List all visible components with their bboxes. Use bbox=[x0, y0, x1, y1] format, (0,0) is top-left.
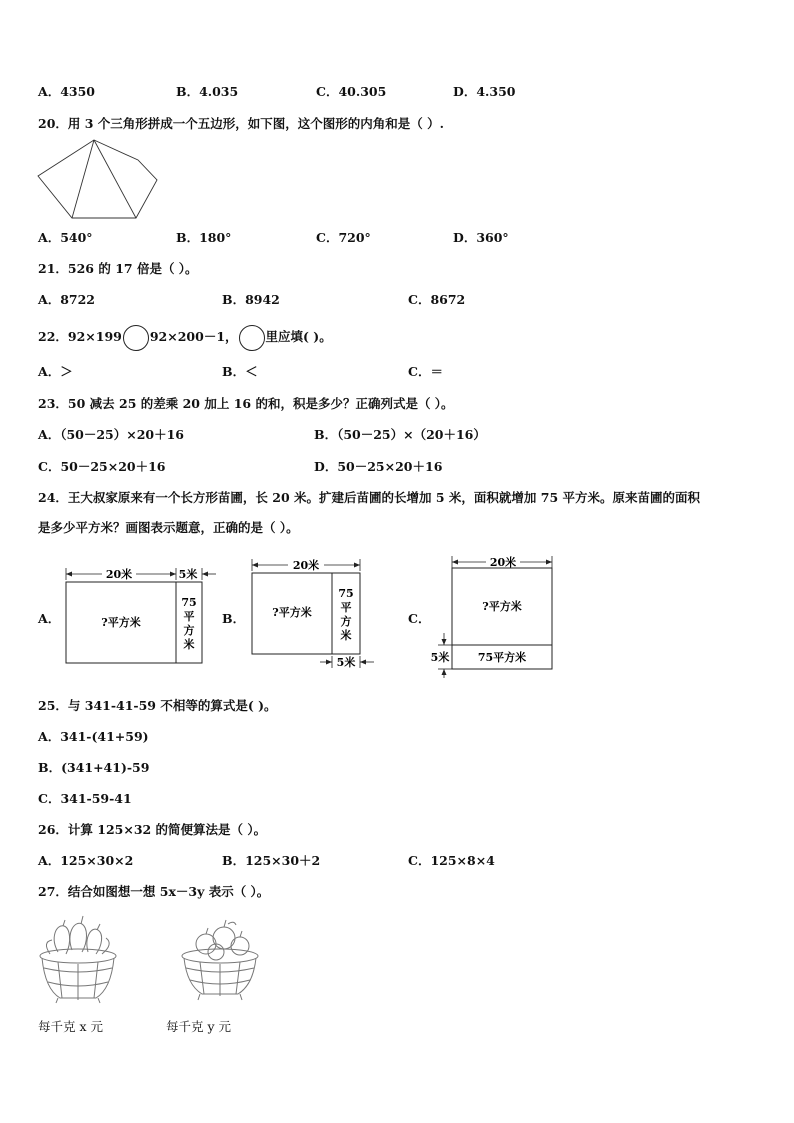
q20-option-c: C．720° bbox=[316, 230, 371, 245]
q24-label-a: A． bbox=[38, 611, 61, 626]
caption-x: 每千克 x 元 bbox=[38, 1019, 103, 1034]
q21-option-c: C．8672 bbox=[408, 292, 466, 307]
q22-question bbox=[38, 323, 332, 351]
figure-c bbox=[428, 554, 558, 678]
pear-basket-image bbox=[36, 912, 122, 1004]
figure-a-add-1: 75 bbox=[181, 596, 197, 609]
q21-question: 21．526 的 17 倍是（ ）。 bbox=[38, 261, 198, 276]
q26-option-b: B．125×30＋2 bbox=[222, 853, 321, 868]
figure-a bbox=[62, 564, 218, 668]
apple-basket-image bbox=[178, 916, 264, 1002]
figure-a-add-3: 方 bbox=[183, 624, 195, 637]
q19-option-c: C．40.305 bbox=[316, 84, 387, 99]
q22-option-b: B．＜ bbox=[222, 364, 258, 379]
figure-b-len5: 5米 bbox=[336, 656, 356, 669]
q25-option-c: C．341-59-41 bbox=[38, 791, 132, 806]
q23-question: 23．50 减去 25 的差乘 20 加上 16 的和，积是多少？正确列式是（ ）。 bbox=[38, 396, 454, 411]
figure-b bbox=[250, 557, 380, 671]
q23-option-d: D．50－25×20＋16 bbox=[314, 459, 443, 474]
figure-a-add-4: 米 bbox=[183, 638, 195, 651]
q27-question: 27．结合如图想一想 5x－3y 表示（ ）。 bbox=[38, 884, 270, 899]
q21-option-a: A．8722 bbox=[38, 292, 95, 307]
figure-a-add-2: 平 bbox=[183, 610, 195, 623]
q23-option-b: B．（50－25）×（20＋16） bbox=[314, 427, 486, 442]
pentagon-figure bbox=[36, 136, 160, 222]
q25-question: 25．与 341-41-59 不相等的算式是( )。 bbox=[38, 698, 277, 713]
figure-a-unknown: ?平方米 bbox=[101, 616, 141, 629]
q20-option-d: D．360° bbox=[453, 230, 509, 245]
q25-option-a: A．341-(41+59) bbox=[38, 729, 149, 744]
pentagon-outline bbox=[38, 140, 157, 218]
figure-b-unknown: ?平方米 bbox=[272, 606, 312, 619]
q20-option-a: A．540° bbox=[38, 230, 93, 245]
q22-part1: 22．92×199 bbox=[38, 329, 122, 344]
figure-b-add-1: 75 bbox=[338, 587, 354, 600]
figure-b-add-3: 方 bbox=[340, 615, 352, 628]
figure-c-add: 75平方米 bbox=[477, 651, 527, 664]
q22-option-a: A．＞ bbox=[38, 364, 73, 379]
pentagon-diagonal-2 bbox=[94, 140, 136, 218]
q22-part2: 92×200－1， bbox=[149, 329, 238, 344]
figure-b-add-4: 米 bbox=[340, 629, 352, 642]
blank-circle-1 bbox=[123, 325, 149, 351]
q19-option-b: B．4.035 bbox=[176, 84, 239, 99]
figure-b-add-2: 平 bbox=[340, 601, 352, 614]
q24-question-line1: 24．王大叔家原来有一个长方形苗圃，长 20 米。扩建后苗圃的长增加 5 米，面积就增加 75 平方米。原来苗圃的面积 bbox=[38, 490, 700, 505]
figure-c-unknown: ?平方米 bbox=[482, 600, 522, 613]
q20-question: 20．用 3 个三角形拼成一个五边形，如下图，这个图形的内角和是（ ）. bbox=[38, 116, 445, 131]
figure-a-len5: 5米 bbox=[178, 568, 198, 581]
q20-option-b: B．180° bbox=[176, 230, 232, 245]
q26-option-a: A．125×30×2 bbox=[38, 853, 134, 868]
figure-c-len5: 5米 bbox=[430, 651, 450, 664]
q22-part3: 里应填( )。 bbox=[265, 329, 332, 344]
figure-c-len20: 20米 bbox=[489, 556, 517, 569]
q24-label-b: B． bbox=[222, 611, 246, 626]
q26-question: 26．计算 125×32 的简便算法是（ ）。 bbox=[38, 822, 267, 837]
q26-option-c: C．125×8×4 bbox=[408, 853, 495, 868]
q19-option-a: A．4350 bbox=[38, 84, 95, 99]
figure-b-len20: 20米 bbox=[292, 559, 320, 572]
figure-a-len20: 20米 bbox=[105, 568, 133, 581]
q25-option-b: B．(341+41)-59 bbox=[38, 760, 150, 775]
q24-label-c: C． bbox=[408, 611, 431, 626]
q21-option-b: B．8942 bbox=[222, 292, 280, 307]
q22-option-c: C．＝ bbox=[408, 364, 443, 379]
q19-option-d: D．4.350 bbox=[453, 84, 516, 99]
q23-option-c: C．50－25×20＋16 bbox=[38, 459, 166, 474]
caption-y: 每千克 y 元 bbox=[166, 1019, 232, 1034]
q24-question-line2: 是多少平方米？画图表示题意，正确的是（ ）。 bbox=[38, 520, 299, 535]
blank-circle-2 bbox=[239, 325, 265, 351]
q23-option-a: A．（50－25）×20＋16 bbox=[38, 427, 185, 442]
